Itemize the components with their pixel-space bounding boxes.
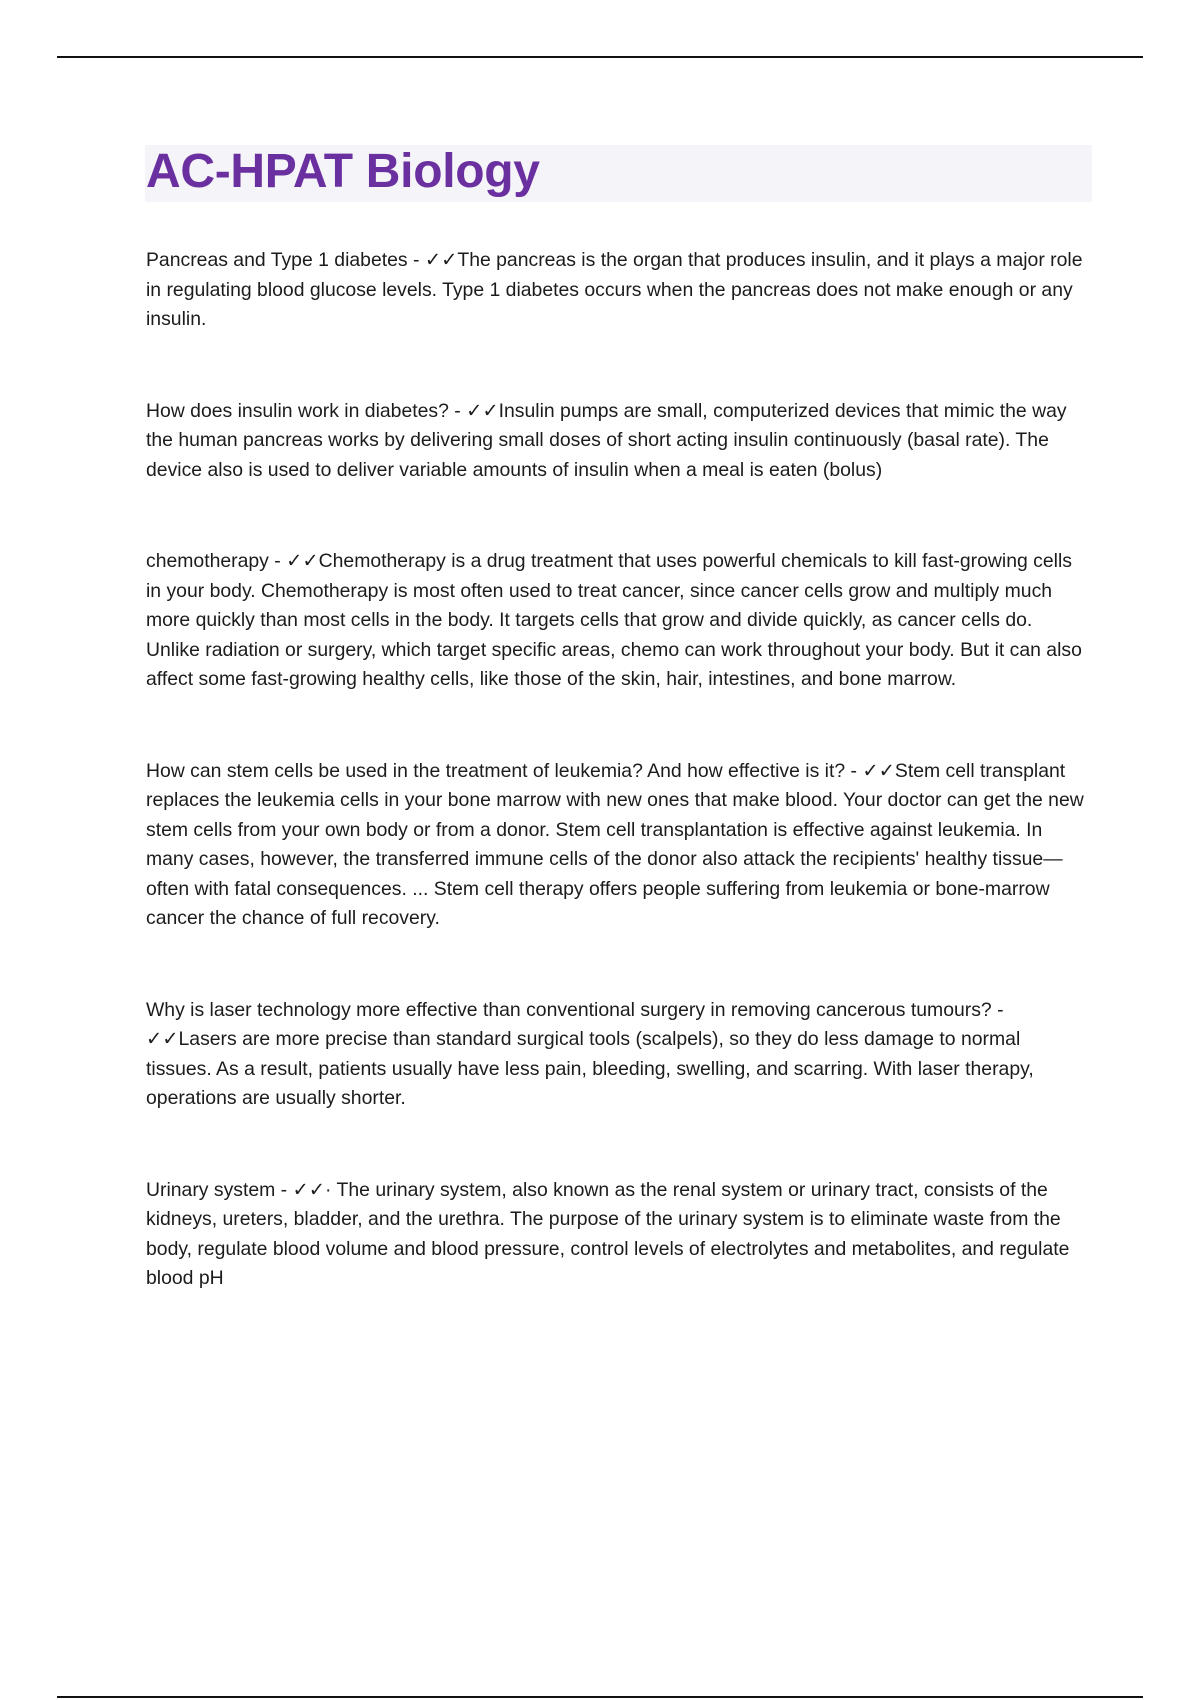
qa-answer: Stem cell transplant replaces the leukemia cells in your bone marrow with new ones that make blood. Your doctor can get the new stem cells from your own body or from a donor. Stem cell transplantation is effective against leukemia. In many cases, however, the transferred immune cells of the donor also attack the recipients' healthy tissue—often with fatal consequences. ... Stem cell therapy offers people suffering from leukemia or bone-marrow cancer the chance of full recovery. (146, 759, 1084, 929)
qa-question: Why is laser technology more effective than conventional surgery in removing cancerous tumours? (146, 998, 992, 1021)
qa-answer: Chemotherapy is a drug treatment that uses powerful chemicals to kill fast-growing cells in your body. Chemotherapy is most often used to treat cancer, since cancer cells grow and multiply much more quickly than most cells in the body. It targets cells that grow and divide quickly, as cancer cells do. Unlike radiation or surgery, which target specific areas, chemo can work throughout your body. But it can also affect some fast-growing healthy cells, like those of the skin, hair, intestines, and bone marrow. (146, 550, 1082, 690)
page-header-rule (57, 56, 1143, 58)
qa-question: How can stem cells be used in the treatment of leukemia? And how effective is it? (146, 759, 846, 782)
qa-question: Urinary system (146, 1178, 276, 1201)
document-body (146, 246, 1091, 1356)
page-footer-rule (57, 1696, 1143, 1698)
qa-entry (146, 547, 1091, 695)
check-separator: - ✓✓ (407, 249, 458, 271)
check-separator: - ✓✓ (268, 550, 319, 572)
page-title: AC-HPAT Biology (146, 145, 540, 198)
qa-entry (146, 996, 1091, 1114)
check-separator: - ✓✓ (845, 759, 895, 782)
check-separator: - ✓✓ (448, 399, 499, 422)
qa-entry (146, 1176, 1091, 1294)
qa-question: How does insulin work in diabetes? (146, 399, 449, 422)
check-separator: - ✓✓ (275, 1178, 326, 1201)
check-separator: - ✓✓ (146, 998, 1004, 1050)
qa-entry (146, 397, 1091, 486)
qa-entry (146, 757, 1091, 934)
qa-question: Pancreas and Type 1 diabetes (146, 249, 408, 271)
qa-entry (146, 246, 1091, 335)
qa-answer: Insulin pumps are small, computerized devices that mimic the way the human pancreas works by delivering small doses of short acting insulin continuously (basal rate). The device also is used to deliver variable amounts of insulin when a meal is eaten (bolus) (146, 399, 1067, 481)
qa-answer: The pancreas is the organ that produces insulin, and it plays a major role in regulating blood glucose levels. Type 1 diabetes occurs when the pancreas does not make enough or any insulin. (146, 249, 1083, 330)
qa-question: chemotherapy (146, 550, 269, 572)
qa-answer: · The urinary system, also known as the renal system or urinary tract, consists of the kidneys, ureters, bladder, and the urethra. The purpose of the urinary system is to eliminate waste from the body, regulate blood volume and blood pressure, control levels of electrolytes and metabolites, and regulate blood pH (146, 1178, 1070, 1289)
qa-answer: Lasers are more precise than standard surgical tools (scalpels), so they do less damage to normal tissues. As a result, patients usually have less pain, bleeding, swelling, and scarring. With laser therapy, operations are usually shorter. (146, 1028, 1034, 1109)
